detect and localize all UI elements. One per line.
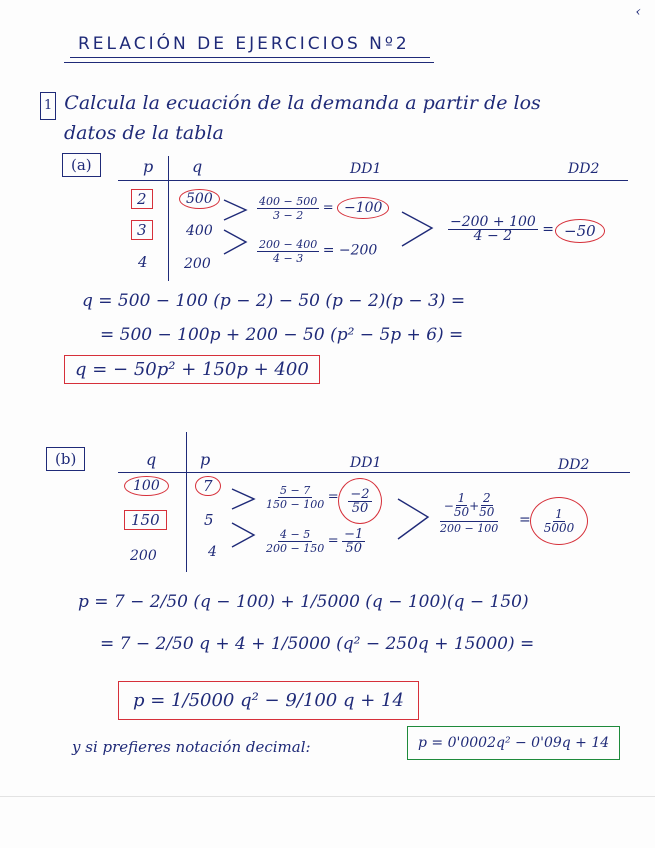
part-b-dd2-a-den: 50 [453,505,470,519]
part-b-dd1-2-num: 4 − 5 [279,528,311,541]
part-b-col-dd1: DD1 [350,455,382,471]
part-a-eq-line-2: = 500 − 100p + 200 − 50 (p² − 5p + 6) = [100,325,464,345]
part-a-row1-q: 500 [179,189,220,209]
part-b-row2-q: 150 [124,510,167,530]
part-a-dd2-result: −50 [555,219,605,243]
part-a-result-box: q = − 50p² + 150p + 400 [64,355,320,384]
part-b-row3-q: 200 [130,548,157,564]
title-underline-2 [64,62,434,63]
part-b-dd1-1-result [338,478,382,524]
part-a-dd1-2-num: 200 − 400 [259,238,318,251]
part-b-col-dd2: DD2 [558,457,590,473]
problem-statement [40,90,541,146]
part-a-dd1-2-den: 4 − 3 [272,252,304,265]
part-b-dd1-first: $\frac{5 - 7}{150 - 100}$ = [266,484,339,511]
part-b-dd2: − $\frac{1}{50}$ + $\frac{2}{50}$ 200 − 100 [440,491,499,535]
part-b-bracket-lines [230,483,266,555]
part-b-dd1-1-res-num: −2 [350,486,370,502]
part-a-dd1-second [257,238,377,265]
part-b-dd2-b-num: 2 [482,491,491,505]
part-b-dd2-b-den: 50 [479,505,495,519]
part-b-row2-p: 5 [204,511,214,529]
decimal-note: y si prefieres notación decimal: [72,738,311,756]
part-b-col-p: p [200,450,211,469]
problem-number: 1 [40,92,56,120]
part-a-column-divider [168,156,169,281]
part-a-row3-q: 200 [184,256,211,272]
problem-line-1: Calcula la ecuación de la demanda a partir de los [64,92,541,114]
part-b-result-box: p = 1/5000 q² − 9/100 q + 14 [118,681,419,720]
part-a-header-rule [118,180,628,181]
part-a-row1-p: 2 [131,189,153,209]
part-a-dd1-2-result: = −200 [322,242,378,259]
part-b-dd2-res-den: 5000 [543,520,575,535]
page-bottom-edge [0,796,655,797]
worksheet-page: RELACIÓN DE EJERCICIOS Nº2 ‹ 1 Calcula la ecuación de la demanda a partir de los datos de la tabla (a) p q DD1 DD2 2 3 4 500 400 200 $\frac{400 - 500}{3 - 2}$ = −100 $\frac{200 - 400}{4 - 3}$ = −200 $\frac{-200 + 100}{4 - 2}$ = −50 q = 500 − 100 (p − 2) − 50 (p − 2)(p − 3) = = 500 − 100p + 200 − 50 (p² − 5p + 6) = q = − 50p² + 150p + 400 (b) q p DD1 DD2 100 150 200 7 5 4 $\frac{5 - 7}{150 - 100}$ = $\frac{-2}{50}$ $\frac{4 - 5}{200 - 150}$ = $\frac{-1}{50}$ − $\frac{1}{50}$ + $\frac{2}{50}$ 200 − 100 = $\frac{1}{5000}$ p = 7 − 2/50 (q − 100) + 1/5000 (q − 100)(q − 150) = 7 − 2/50 q + 4 + 1/5000 (q² − 250q + 15000) = p = 1/5000 q² − 9/100 q + 14 y si prefieres notación decimal: p = 0'0002q² − 0'09q + 14 [0,0,655,848]
part-b-row1-q: 100 [124,476,169,496]
part-a-dd1-1-num: 400 − 500 [259,195,318,208]
decimal-result-box: p = 0'0002q² − 0'09q + 14 [407,726,620,760]
part-a-dd2-den: 4 − 2 [473,228,513,244]
part-b-dd1-2-den: 200 − 150 [266,542,325,555]
part-a-label: (a) [62,153,101,177]
part-b-col-q: q [146,450,157,469]
part-b-dd1-1-res-den: 50 [351,500,369,516]
title-underline [70,57,430,58]
part-b-dd1-2-res-den: 50 [345,541,362,556]
part-b-bracket-dd2 [396,495,432,545]
problem-line-2: datos de la tabla [64,122,224,144]
worksheet-title: RELACIÓN DE EJERCICIOS Nº2 [78,34,410,54]
part-a-dd2: $\frac{-200 + 100}{4 - 2}$ = [450,214,554,244]
part-b-dd1-second: $\frac{4 - 5}{200 - 150}$ = $\frac{-1}{50}$ [266,527,364,556]
part-b-header-rule [118,472,630,473]
part-b-dd2-a-num: 1 [457,491,466,505]
part-b-column-divider [186,432,187,572]
part-a-col-q: q [192,157,203,176]
part-a-dd1-1-den: 3 − 2 [272,209,304,222]
part-a-col-p: p [143,157,154,176]
part-b-eq-line-2: = 7 − 2/50 q + 4 + 1/5000 (q² − 250q + 15000) = [100,634,535,654]
part-b-row1-p: 7 [195,476,221,496]
part-a-col-dd2: DD2 [568,161,600,177]
part-a-bracket-dd2 [400,208,436,252]
part-b-eq-line-1: p = 7 − 2/50 (q − 100) + 1/5000 (q − 100)(q − 150) [78,592,529,612]
part-a-col-dd1: DD1 [350,161,382,177]
part-a-eq-line-1: q = 500 − 100 (p − 2) − 50 (p − 2)(p − 3) = [82,291,466,311]
part-a-row2-q: 400 [186,223,213,239]
part-b-row3-p: 4 [208,544,217,560]
corner-mark: ‹ [635,4,641,20]
part-b-dd2-res-num: 1 [555,506,563,521]
part-b-dd1-1-den: 150 − 100 [266,498,325,511]
part-b-dd1-1-num: 5 − 7 [279,484,311,497]
part-a-row2-p: 3 [131,220,153,240]
part-b-label: (b) [46,447,85,471]
part-a-dd1-first: $\frac{400 - 500}{3 - 2}$ = [259,195,334,222]
part-a-dd1-1-result: −100 [337,197,389,219]
part-b-dd2-den: 200 − 100 [440,522,499,535]
part-a-row3-p: 4 [138,253,148,271]
part-a-bracket-lines [222,192,258,264]
part-b-dd1-2-res-num: −1 [344,527,364,542]
part-a-dd2-num: −200 + 100 [450,214,536,230]
part-b-dd2-result [530,497,588,545]
